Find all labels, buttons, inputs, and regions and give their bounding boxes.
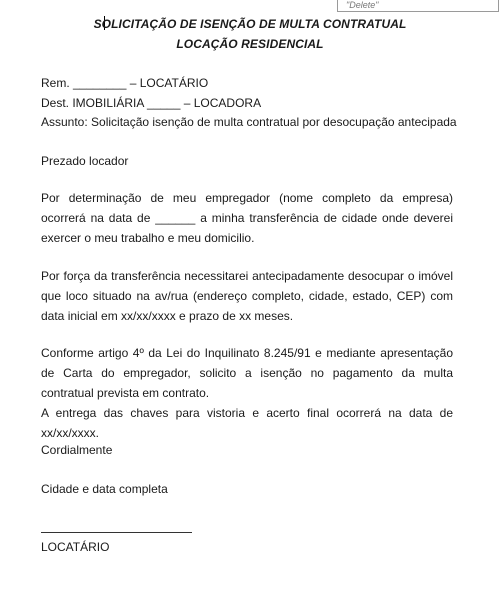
comment-text: "Delete"	[346, 0, 379, 10]
sender-line: Rem. ________ – LOCATÁRIO	[41, 76, 209, 90]
closing: Cordialmente	[41, 443, 113, 457]
signature-line	[41, 532, 192, 533]
document-subtitle: LOCAÇÃO RESIDENCIAL	[176, 37, 324, 51]
paragraph-key-delivery: A entrega das chaves para vistoria e acerto final ocorrerá na data de xx/xx/xxxx.	[41, 406, 453, 440]
greeting: Prezado locador	[41, 154, 129, 168]
paragraph-legal-basis: Conforme artigo 4º da Lei do Inquilinato 8.245/91 e mediante apresentação de Carta do empregador, solicito a isenção no pagamento da multa contratual prevista em contrato.	[41, 346, 453, 400]
signature-label: LOCATÁRIO	[41, 540, 110, 554]
place-date: Cidade e data completa	[41, 482, 168, 496]
paragraph-transfer: Por determinação de meu empregador (nome completo da empresa) ocorrerá na data de ______ a minha transferência de cidade onde deverei exercer o meu trabalho e meu domicilio.	[41, 191, 453, 245]
subject-line: Assunto: Solicitação isenção de multa contratual por desocupação antecipada	[41, 115, 457, 129]
paragraph-vacate: Por força da transferência necessitarei antecipadamente desocupar o imóvel que loco situado na av/rua (endereço completo, cidade, estado, CEP) com data inicial em xx/xx/xxxx e prazo de xx meses.	[41, 269, 453, 323]
recipient-line: Dest. IMOBILIÁRIA _____ – LOCADORA	[41, 96, 262, 110]
document-title: SOLICITAÇÃO DE ISENÇÃO DE MULTA CONTRATUAL	[93, 17, 407, 31]
